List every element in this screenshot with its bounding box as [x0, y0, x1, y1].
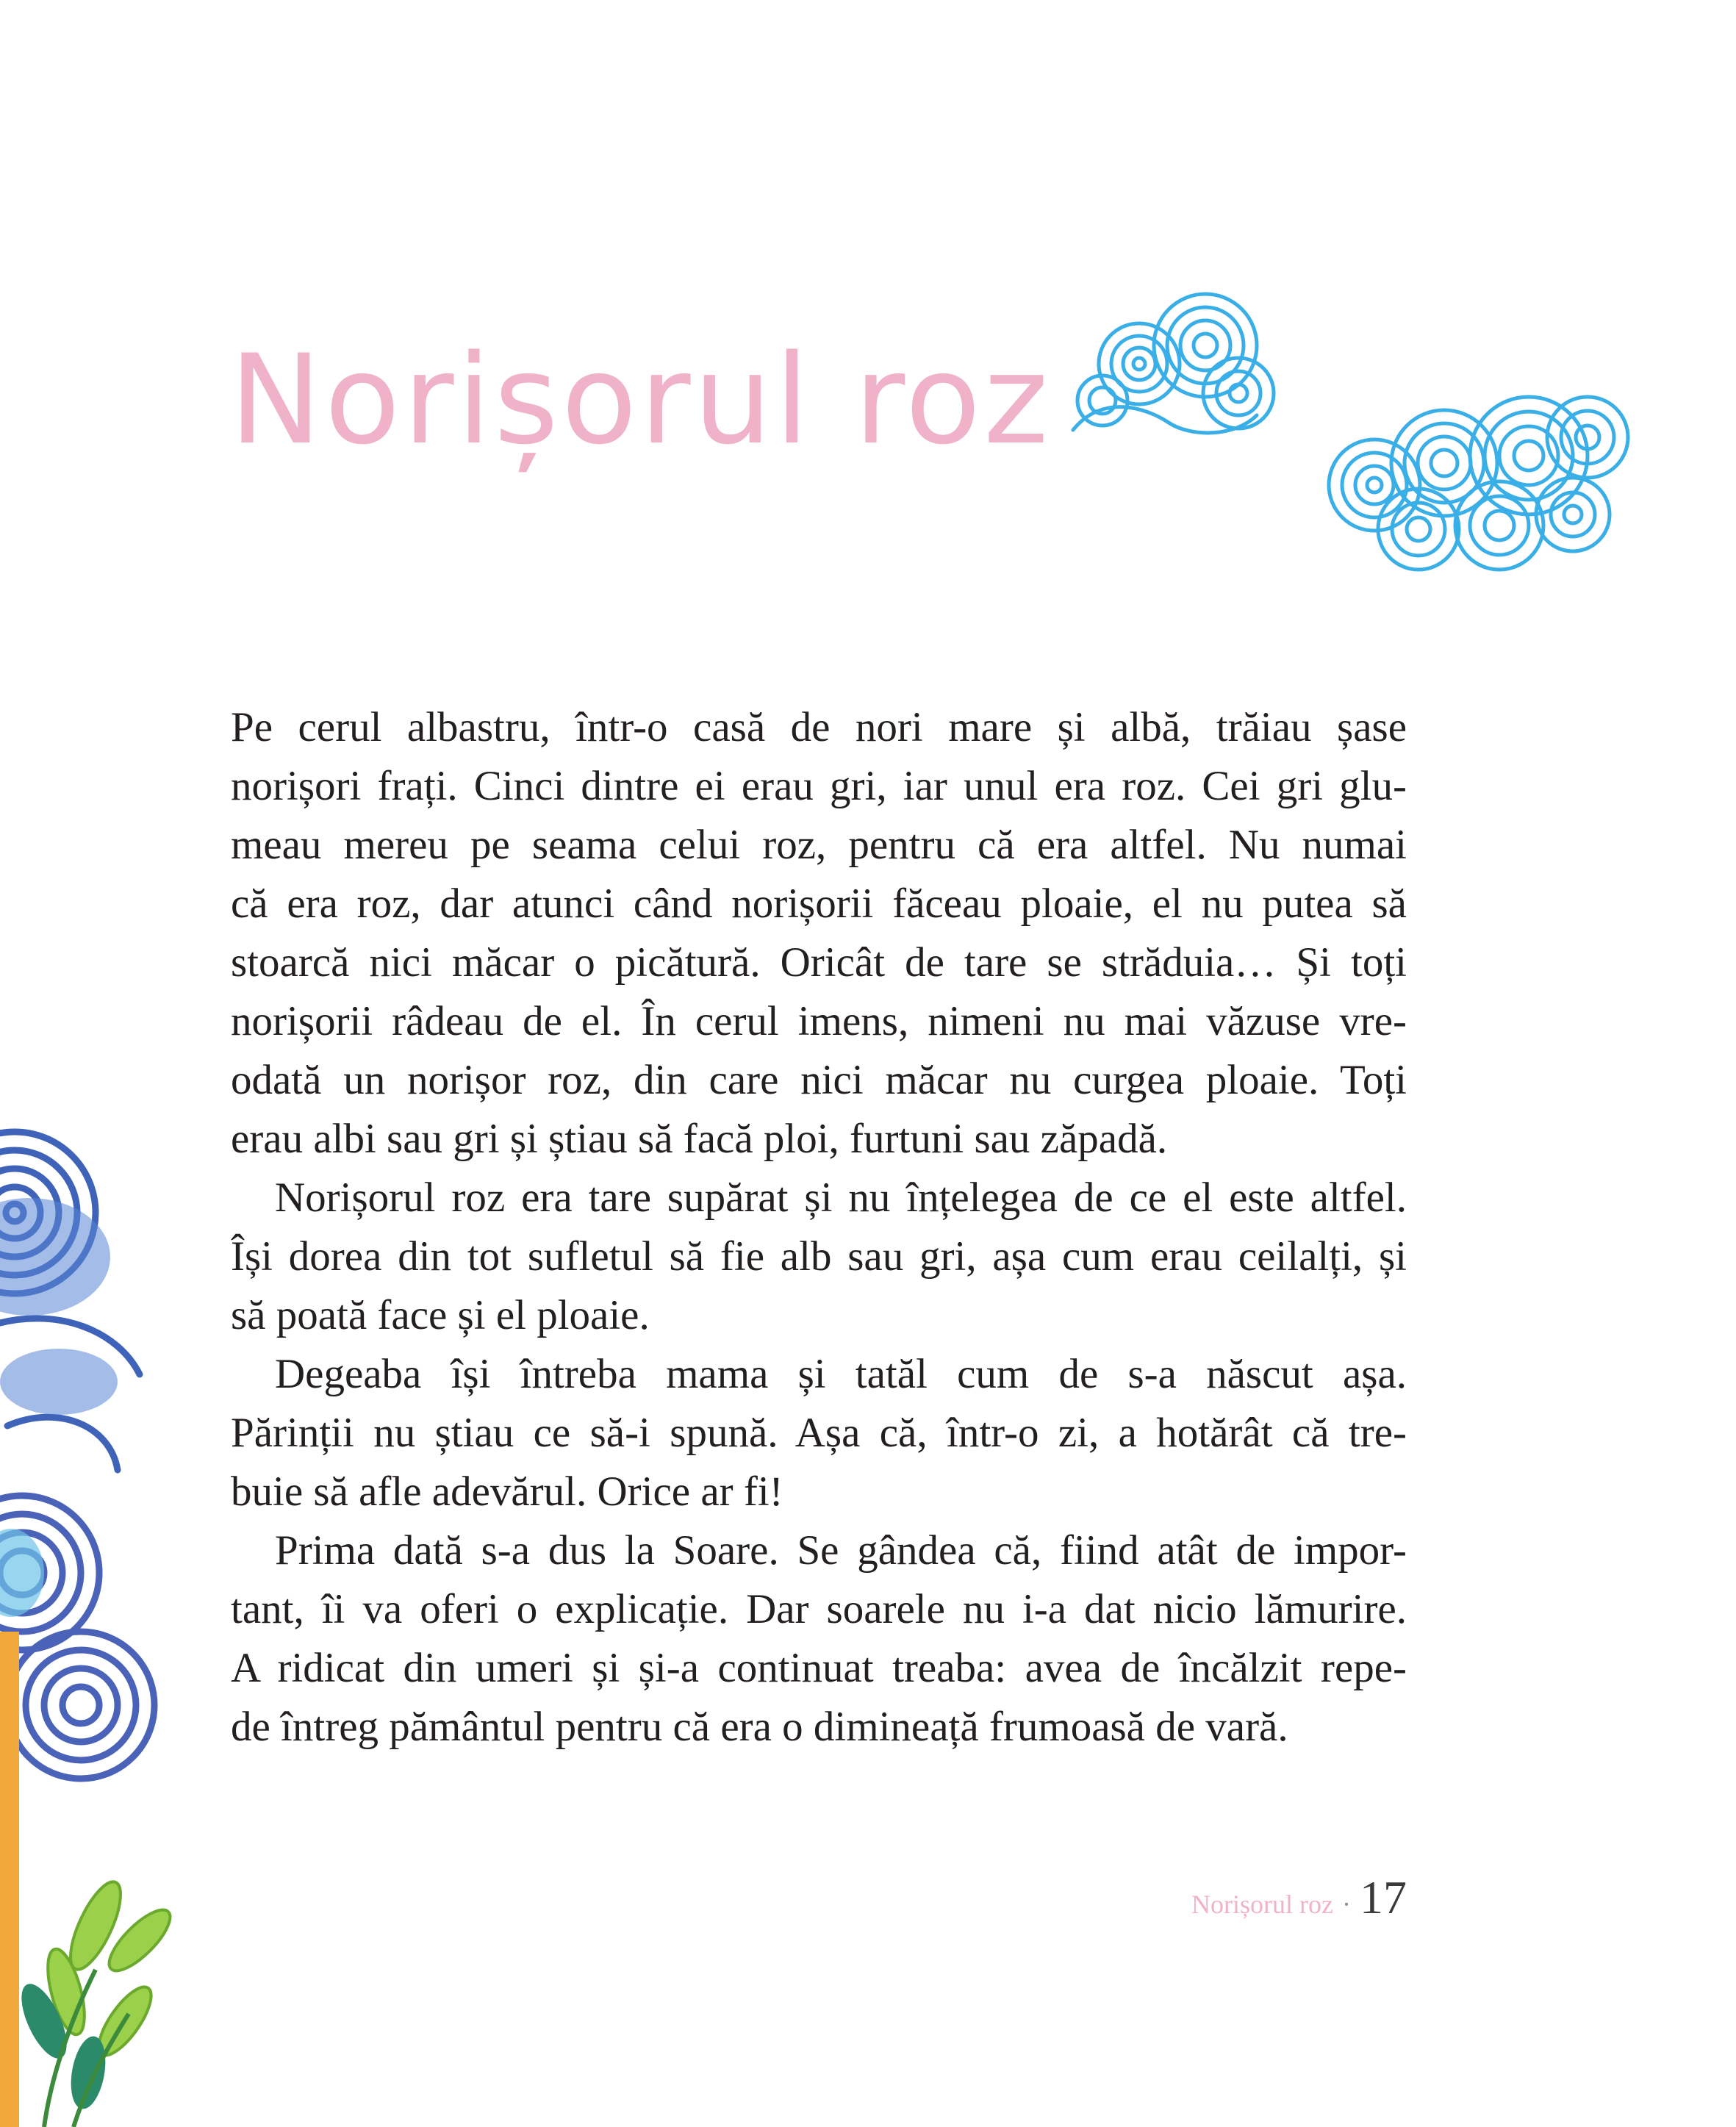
text-line: Pe cerul albastru, într-o casă de nori mare și albă, trăiau șase: [231, 704, 1407, 750]
text-line: Norișorul roz era tare supărat și nu înțelegea de ce el este altfel.: [275, 1174, 1407, 1221]
text-line: că era roz, dar atunci când norișorii făceau ploaie, el nu putea să: [231, 880, 1407, 927]
text-line: norișori frați. Cinci dintre ei erau gri, iar unul era roz. Cei gri glu-: [231, 763, 1407, 809]
footer-title: Norișorul roz: [1191, 1890, 1333, 1919]
text-line: odată un norișor roz, din care nici măcar nu curgea ploaie. Toți: [231, 1057, 1407, 1103]
page-title: Norișorul roz: [229, 328, 1052, 472]
text-line: buie să afle adevărul. Orice ar fi!: [231, 1468, 783, 1515]
text-line: să poată face și el ploaie.: [231, 1292, 650, 1338]
flower-illustration: [0, 1117, 191, 2127]
text-line: meau mereu pe seama celui roz, pentru că era altfel. Nu numai: [231, 822, 1407, 868]
text-line: Degeaba își întreba mama și tatăl cum de s-a născut așa.: [275, 1351, 1407, 1397]
text-line: Prima dată s-a dus la Soare. Se gândea că, fiind atât de impor-: [275, 1527, 1407, 1574]
footer-separator: ·: [1342, 1890, 1351, 1919]
text-line: A ridicat din umeri și și-a continuat treaba: avea de încălzit repe-: [231, 1645, 1407, 1691]
story-text: [231, 698, 1407, 1757]
text-line: Părinții nu știau ce să-i spună. Așa că, într-o zi, a hotărât că tre-: [231, 1410, 1407, 1456]
cloud-illustration-large: [1316, 382, 1639, 581]
page-footer: [1191, 1870, 1407, 1925]
text-line: stoarcă nici măcar o picătură. Oricât de tare se străduia… Și toți: [231, 939, 1407, 986]
text-line: erau albi sau gri și știau să facă ploi, furtuni sau zăpadă.: [231, 1116, 1168, 1162]
cloud-illustration-small: [1058, 283, 1294, 452]
text-line: tant, îi va oferi o explicație. Dar soarele nu i-a dat nicio lămurire.: [231, 1586, 1407, 1632]
text-line: Își dorea din tot sufletul să fie alb sau gri, așa cum erau ceilalți, și: [231, 1233, 1407, 1280]
text-line: norișorii râdeau de el. În cerul imens, nimeni nu mai văzuse vre-: [231, 998, 1407, 1044]
text-line: de întreg pământul pentru că era o dimineață frumoasă de vară.: [231, 1704, 1288, 1750]
page-number: 17: [1360, 1871, 1407, 1923]
